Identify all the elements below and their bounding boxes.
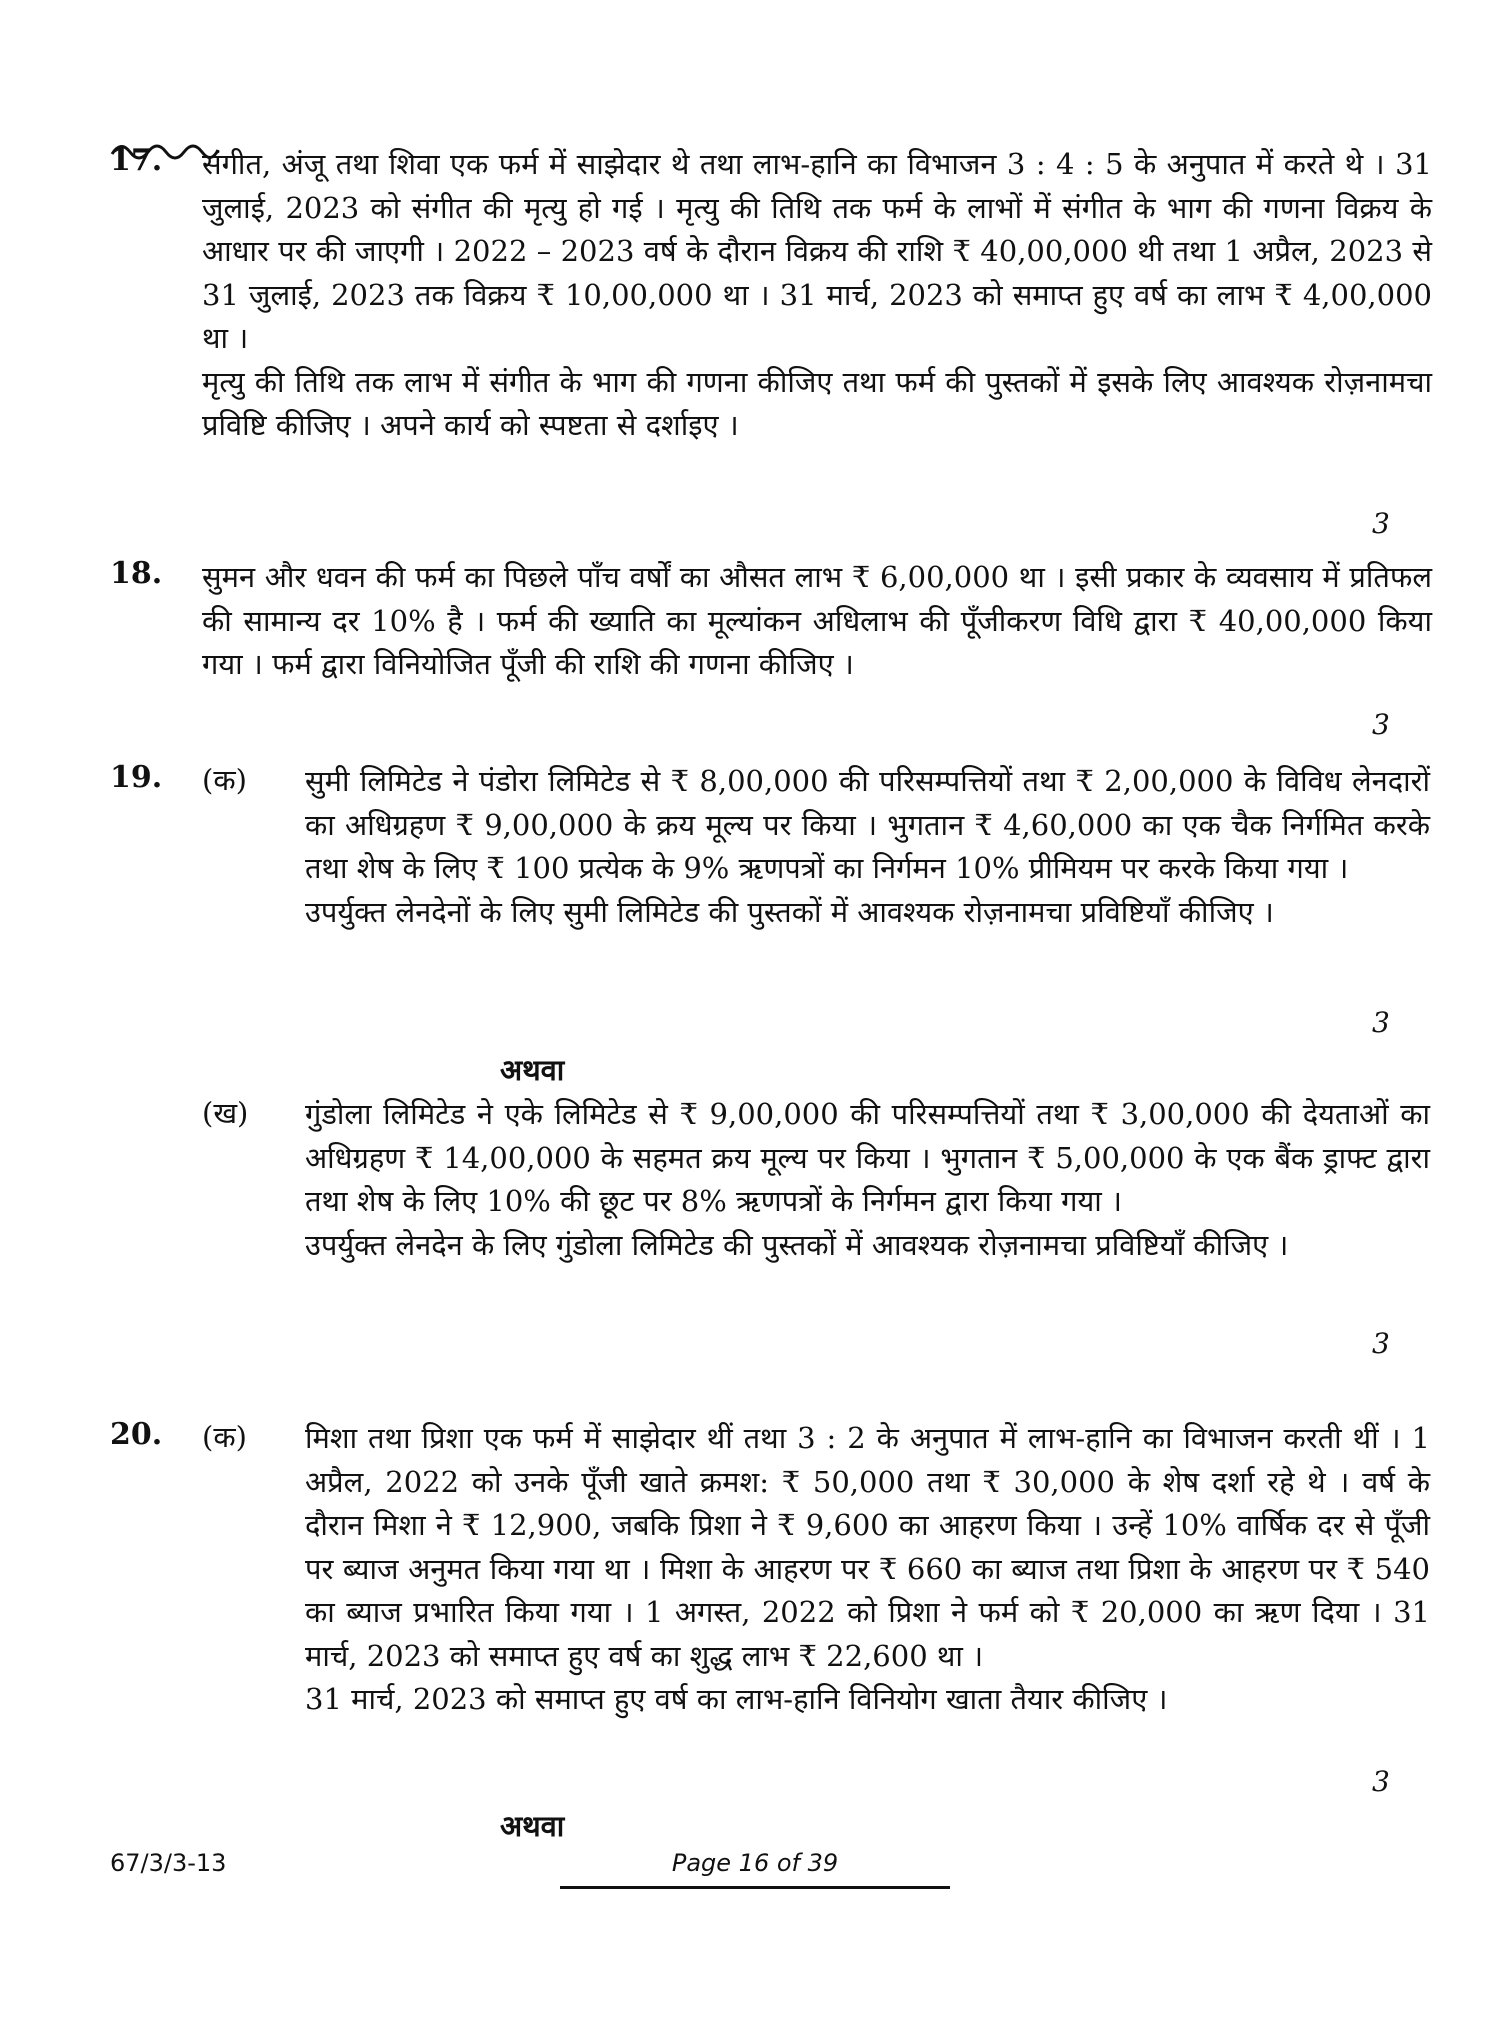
question-number: 20. <box>110 1417 163 1452</box>
part-text <box>305 760 1430 934</box>
marks-19b: 3 <box>1372 1327 1390 1360</box>
marks-18: 3 <box>1372 708 1390 741</box>
question-number: 18. <box>110 556 163 591</box>
marks-17: 3 <box>1372 507 1390 540</box>
paper-code: 67/3/3-13 <box>110 1849 227 1877</box>
or-divider: अथवा <box>500 1053 565 1087</box>
marks-20a: 3 <box>1372 1765 1390 1798</box>
paragraph: उपर्युक्त लेनदेनों के लिए सुमी लिमिटेड की पुस्तकों में आवश्यक रोज़नामचा प्रविष्टियाँ कीजिए । <box>305 894 1274 929</box>
part-label: (क) <box>202 1420 247 1454</box>
paragraph: मृत्यु की तिथि तक लाभ में संगीत के भाग की गणना कीजिए तथा फर्म की पुस्तकों में इसके लिए आवश्यक रोज़नामचा प्रविष्टि कीजिए । अपने कार्य को स्पष्टता से दर्शाइए । <box>202 364 1432 442</box>
paragraph: सुमन और धवन की फर्म का पिछले पाँच वर्षों का औसत लाभ ₹ 6,00,000 था । इसी प्रकार के व्यवसाय में प्रतिफल की सामान्य दर 10% है । फर्म की ख्याति का मूल्यांकन अधिलाभ की पूँजीकरण विधि द्वारा ₹ 40,00,000 किया गया । फर्म द्वारा विनियोजित पूँजी की राशि की गणना कीजिए । <box>202 560 1432 681</box>
paragraph: सुमी लिमिटेड ने पंडोरा लिमिटेड से ₹ 8,00,000 की परिसम्पत्तियों तथा ₹ 2,00,000 के विविध लेनदारों का अधिग्रहण ₹ 9,00,000 के क्रय मूल्य पर किया । भुगतान ₹ 4,60,000 का एक चैक निर्गमित करके तथा शेष के लिए ₹ 100 प्रत्येक के 9% ऋणपत्रों का निर्गमन 10% प्रीमियम पर करके किया गया । <box>305 764 1430 885</box>
question-text <box>202 143 1432 448</box>
part-text <box>305 1093 1430 1267</box>
paragraph: 31 मार्च, 2023 को समाप्त हुए वर्ष का लाभ-हानि विनियोग खाता तैयार कीजिए । <box>305 1682 1168 1716</box>
paragraph: उपर्युक्त लेनदेन के लिए गुंडोला लिमिटेड की पुस्तकों में आवश्यक रोज़नामचा प्रविष्टियाँ कीजिए । <box>305 1227 1289 1262</box>
question-text <box>202 556 1432 687</box>
part-label: (क) <box>202 763 247 797</box>
page-number: Page 16 of 39 <box>671 1849 839 1877</box>
part-text <box>305 1417 1430 1722</box>
paragraph: मिशा तथा प्रिशा एक फर्म में साझेदार थीं तथा 3 : 2 के अनुपात में लाभ-हानि का विभाजन करती थीं । 1 अप्रैल, 2022 को उनके पूँजी खाते क्रमश: ₹ 50,000 तथा ₹ 30,000 के शेष दर्शा रहे थे । वर्ष के दौरान मिशा ने ₹ 12,900, जबकि प्रिशा ने ₹ 9,600 का आहरण किया । उन्हें 10% वार्षिक दर से पूँजी पर ब्याज अनुमत किया गया था । मिशा के आहरण पर ₹ 660 का ब्याज तथा प्रिशा के आहरण पर ₹ 540 का ब्याज प्रभारित किया गया । 1 अगस्त, 2022 को प्रिशा ने फर्म को ₹ 20,000 का ऋण दिया । 31 मार्च, 2023 को समाप्त हुए वर्ष का शुद्ध लाभ ₹ 22,600 था । <box>305 1421 1430 1673</box>
footer-rule <box>560 1886 950 1889</box>
part-label: (ख) <box>202 1096 249 1130</box>
question-number: 19. <box>110 760 163 795</box>
question-number: 17. <box>110 143 163 178</box>
paragraph: संगीत, अंजू तथा शिवा एक फर्म में साझेदार थे तथा लाभ-हानि का विभाजन 3 : 4 : 5 के अनुपात में करते थे । 31 जुलाई, 2023 को संगीत की मृत्यु हो गई । मृत्यु की तिथि तक फर्म के लाभों में संगीत के भाग की गणना विक्रय के आधार पर की जाएगी । 2022 – 2023 वर्ष के दौरान विक्रय की राशि ₹ 40,00,000 थी तथा 1 अप्रैल, 2023 से 31 जुलाई, 2023 तक विक्रय ₹ 10,00,000 था । 31 मार्च, 2023 को समाप्त हुए वर्ष का लाभ ₹ 4,00,000 था । <box>202 147 1432 355</box>
marks-19a: 3 <box>1372 1006 1390 1039</box>
or-divider: अथवा <box>500 1809 565 1843</box>
paragraph: गुंडोला लिमिटेड ने एके लिमिटेड से ₹ 9,00,000 की परिसम्पत्तियों तथा ₹ 3,00,000 की देयताओं का अधिग्रहण ₹ 14,00,000 के सहमत क्रय मूल्य पर किया । भुगतान ₹ 5,00,000 के एक बैंक ड्राफ्ट द्वारा तथा शेष के लिए 10% की छूट पर 8% ऋणपत्रों के निर्गमन द्वारा किया गया । <box>305 1097 1430 1218</box>
